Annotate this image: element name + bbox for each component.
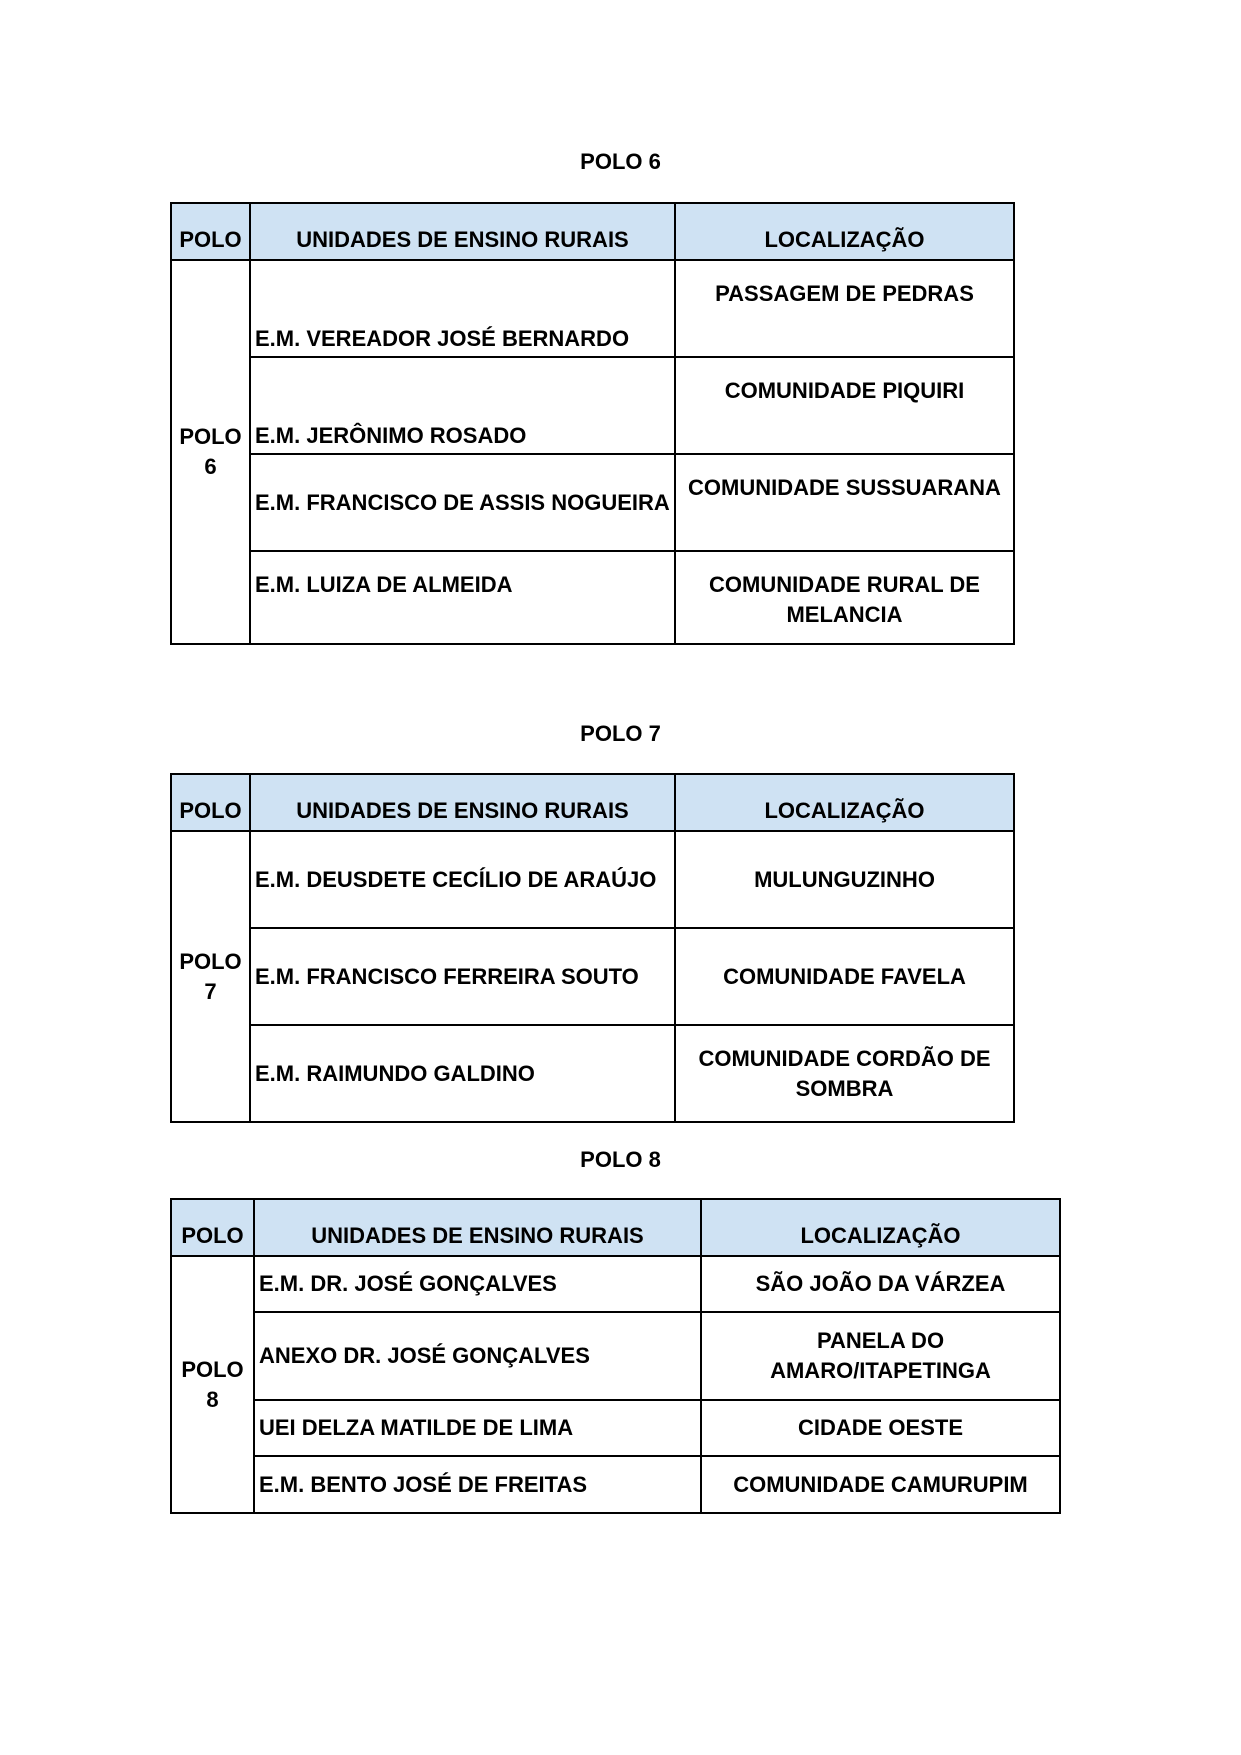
table-row (171, 831, 1014, 928)
table-row (171, 1400, 1060, 1456)
table-row (171, 260, 1014, 357)
table-header-row (171, 1199, 1060, 1256)
header-unidades: UNIDADES DE ENSINO RURAIS (254, 1199, 701, 1256)
table-row (171, 357, 1014, 454)
school-name: E.M. LUIZA DE ALMEIDA (250, 551, 675, 644)
section-title-polo-6: POLO 6 (580, 149, 661, 174)
location-name: COMUNIDADE RURAL DE MELANCIA (675, 551, 1014, 644)
header-unidades: UNIDADES DE ENSINO RURAIS (250, 203, 675, 260)
location-name: COMUNIDADE CAMURUPIM (701, 1456, 1060, 1513)
school-name: E.M. FRANCISCO FERREIRA SOUTO (250, 928, 675, 1025)
header-localizacao: LOCALIZAÇÃO (675, 774, 1014, 831)
table-row (171, 1025, 1014, 1122)
polo-6-table (170, 202, 1015, 645)
location-name: COMUNIDADE FAVELA (675, 928, 1014, 1025)
header-localizacao: LOCALIZAÇÃO (701, 1199, 1060, 1256)
location-name: PANELA DO AMARO/ITAPETINGA (701, 1312, 1060, 1400)
school-name: E.M. JERÔNIMO ROSADO (250, 357, 675, 454)
table-row (171, 928, 1014, 1025)
location-name: COMUNIDADE CORDÃO DE SOMBRA (675, 1025, 1014, 1122)
location-name: PASSAGEM DE PEDRAS (675, 260, 1014, 357)
table-row (171, 1256, 1060, 1312)
table-row (171, 1312, 1060, 1400)
location-name: SÃO JOÃO DA VÁRZEA (701, 1256, 1060, 1312)
school-name: UEI DELZA MATILDE DE LIMA (254, 1400, 701, 1456)
polo-8-table (170, 1198, 1061, 1514)
location-name: MULUNGUZINHO (675, 831, 1014, 928)
school-name: E.M. VEREADOR JOSÉ BERNARDO (250, 260, 675, 357)
table-row (171, 454, 1014, 551)
school-name: E.M. DEUSDETE CECÍLIO DE ARAÚJO (250, 831, 675, 928)
header-unidades: UNIDADES DE ENSINO RURAIS (250, 774, 675, 831)
location-name: COMUNIDADE PIQUIRI (675, 357, 1014, 454)
section-title-polo-8: POLO 8 (580, 1147, 661, 1172)
school-name: ANEXO DR. JOSÉ GONÇALVES (254, 1312, 701, 1400)
table-row (171, 1456, 1060, 1513)
header-polo: POLO (171, 774, 250, 831)
table-header-row (171, 774, 1014, 831)
school-name: E.M. DR. JOSÉ GONÇALVES (254, 1256, 701, 1312)
school-name: E.M. BENTO JOSÉ DE FREITAS (254, 1456, 701, 1513)
polo-label-cell: POLO 7 (171, 831, 250, 1122)
location-name: CIDADE OESTE (701, 1400, 1060, 1456)
table-row (171, 551, 1014, 644)
polo-label-cell: POLO 8 (171, 1256, 254, 1513)
table-header-row (171, 203, 1014, 260)
header-polo: POLO (171, 1199, 254, 1256)
school-name: E.M. FRANCISCO DE ASSIS NOGUEIRA (250, 454, 675, 551)
polo-label-cell: POLO 6 (171, 260, 250, 644)
header-polo: POLO (171, 203, 250, 260)
location-name: COMUNIDADE SUSSUARANA (675, 454, 1014, 551)
polo-7-table (170, 773, 1015, 1123)
school-name: E.M. RAIMUNDO GALDINO (250, 1025, 675, 1122)
section-title-polo-7: POLO 7 (580, 721, 661, 746)
header-localizacao: LOCALIZAÇÃO (675, 203, 1014, 260)
